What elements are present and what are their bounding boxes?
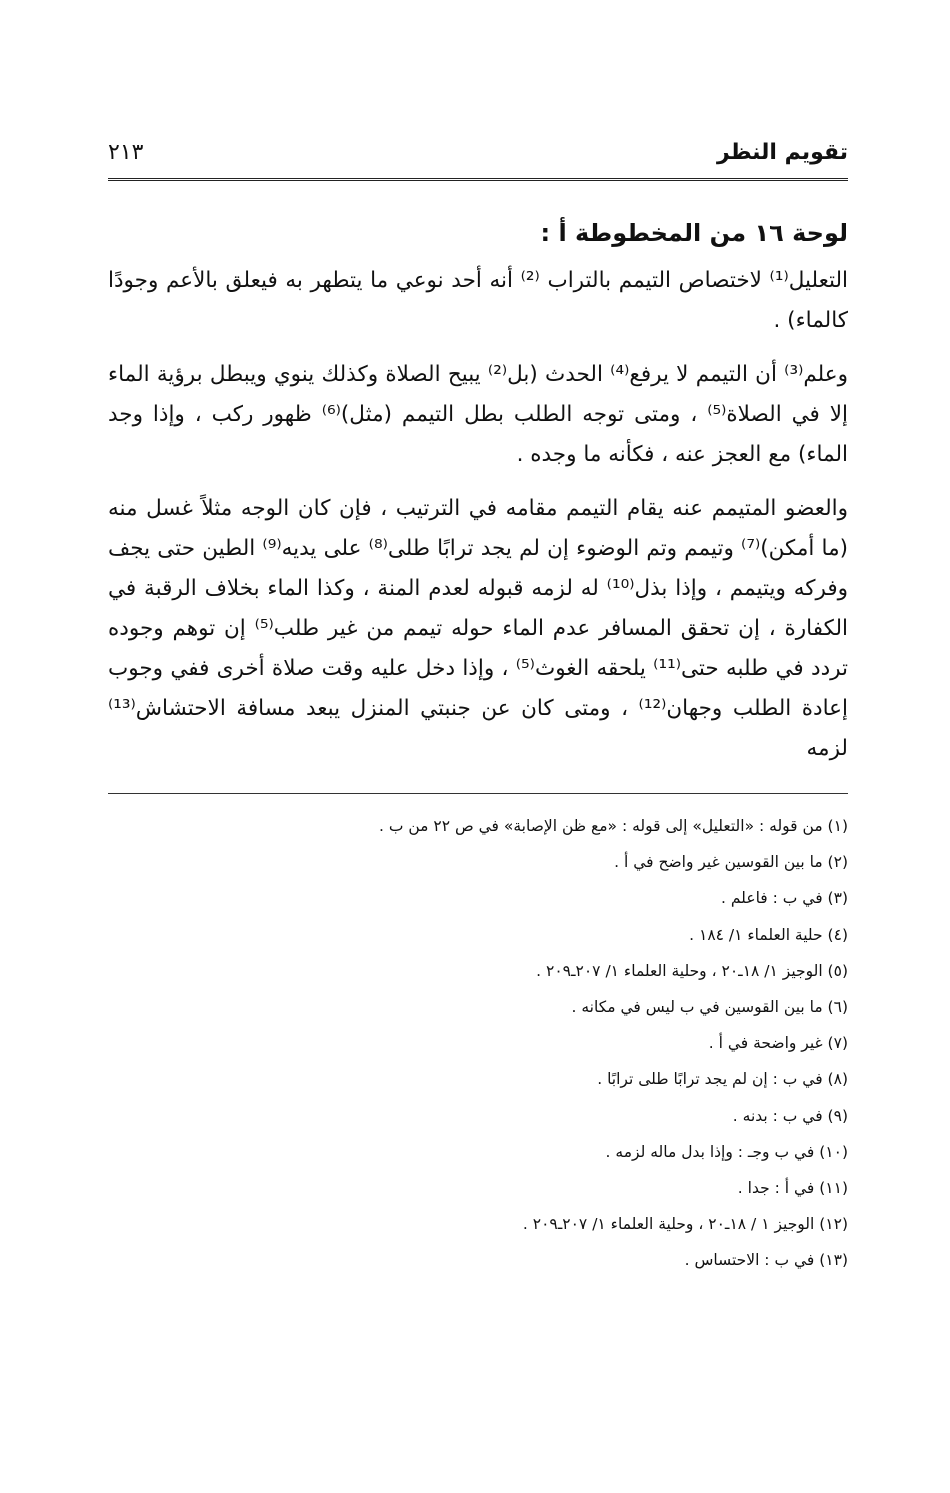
header-rule [108,178,848,181]
page-number: ٢١٣ [108,140,144,165]
footnote: (٦) ما بين القوسين في ب ليس في مكانه . [571,997,848,1016]
footnote: (٨) في ب : إن لم يجد ترابًا طلى ترابًا . [597,1070,848,1089]
footnote: (٣) في ب : فاعلم . [721,889,848,908]
footnote: (١١) في أ : جدا . [737,1178,848,1197]
footnote: (١٢) الوجيز ١ / ١٨ـ٢٠ ، وحلية العلماء ١/ ٢٠٧ـ٢٠٩ . [522,1215,848,1234]
section-title: لوحة ١٦ من المخطوطة أ : [540,219,848,247]
book-page [108,140,848,1278]
footnote: (٩) في ب : بدنه . [732,1106,848,1125]
book-title: تقويم النظر [717,140,848,165]
footnote: (١٣) في ب : الاحتساس . [684,1251,848,1270]
running-header [108,140,848,176]
paragraph: التعليل⁽¹⁾ لاختصاص التيمم بالتراب ⁽²⁾ أنه أحد نوعي ما يتطهر به فيعلق بالأعم وجودًا كالماء) . [108,268,848,333]
footnote: (٥) الوجيز ١/ ١٨ـ٢٠ ، وحلية العلماء ١/ ٢٠٧ـ٢٠٩ . [536,961,848,980]
footnote: (٧) غير واضحة في أ . [708,1034,848,1053]
footnote: (١٠) في ب وجـ : وإذا بدل ماله لزمه . [605,1142,848,1161]
footnote: (١) من قوله : «التعليل» إلى قوله : «مع ظن الإصابة» في ص ٢٢ من ب . [378,817,848,835]
paragraph: وعلم⁽³⁾ أن التيمم لا يرفع⁽⁴⁾ الحدث (بل⁽²⁾ يبيح الصلاة وكذلك ينوي ويبطل برؤية الماء إلا في الصلاة⁽⁵⁾ ، ومتى توجه الطلب بطل التيمم (مثل)⁽⁶⁾ ظهور ركب ، وإذا وجد الماء) مع العجز عنه ، فكأنه ما وجده . [108,362,849,467]
footnotes-list [108,808,848,1278]
footnote: (٤) حلية العلماء ١/ ١٨٤ . [689,925,848,944]
footnote-rule [108,793,848,794]
paragraph: والعضو المتيمم عنه يقام التيمم مقامه في الترتيب ، فإن كان الوجه مثلاً غسل منه (ما أمكن)⁽⁷⁾ وتيمم وتم الوضوء إن لم يجد ترابًا طلى⁽⁸⁾ على يديه⁽⁹⁾ الطين حتى يجف وفركه ويتيمم ، وإذا بذل⁽¹⁰⁾ له لزمه قبوله لعدم المنة ، وكذا الماء بخلاف الرقبة في الكفارة ، إن تحقق المسافر عدم الماء حوله تيمم من غير طلب⁽⁵⁾ إن توهم وجوده تردد في طلبه حتى⁽¹¹⁾ يلحقه الغوث⁽⁵⁾ ، وإذا دخل عليه وقت صلاة أخرى ففي وجوب إعادة الطلب وجهان⁽¹²⁾ ، ومتى كان عن جنبتي المنزل يبعد مسافة الاحتشاش⁽¹³⁾ لزمه [108,496,849,761]
footnote: (٢) ما بين القوسين غير واضح في أ . [614,853,848,872]
